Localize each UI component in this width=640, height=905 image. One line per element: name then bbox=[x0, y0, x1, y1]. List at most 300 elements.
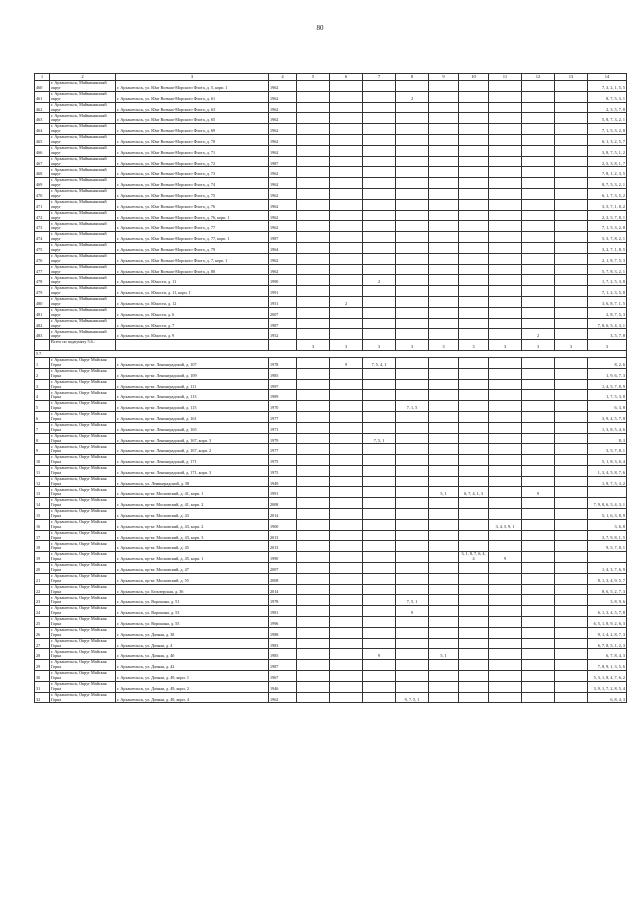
row-district: г. Архангельск, Майманаксный округ bbox=[50, 296, 116, 307]
row-year: 1991 bbox=[269, 487, 297, 498]
row-district: г. Архангельск, Майманаксный округ bbox=[50, 253, 116, 264]
row-col-9 bbox=[429, 91, 459, 102]
table-row bbox=[35, 199, 627, 210]
row-col-13 bbox=[555, 509, 588, 520]
row-col-7 bbox=[363, 638, 396, 649]
row-col-12 bbox=[522, 606, 555, 617]
row-col-14: 8, 3 bbox=[588, 433, 627, 444]
table-row bbox=[35, 357, 627, 368]
row-col-6 bbox=[330, 102, 363, 113]
row-col-8 bbox=[396, 530, 429, 541]
row-col-14: 2, 8, 7, 5, 3 bbox=[588, 307, 627, 318]
row-year: 1962 bbox=[269, 81, 297, 92]
row-col-14: 2, 5, 3, 8, 1, 7 bbox=[588, 156, 627, 167]
row-col-14: 3, 2, 7, 1, 8, 5 bbox=[588, 242, 627, 253]
table-row bbox=[35, 519, 627, 530]
row-address: г. Архангельск, пр-кт. Московский, д. 45 bbox=[116, 541, 269, 552]
row-col-14: 3, 6, 8 bbox=[588, 519, 627, 530]
column-number-row bbox=[35, 74, 627, 81]
row-col-13 bbox=[555, 81, 588, 92]
row-col-8 bbox=[396, 145, 429, 156]
row-col-12 bbox=[522, 91, 555, 102]
row-col-12 bbox=[522, 221, 555, 232]
row-district: г. Архангельск, Майманаксный округ bbox=[50, 232, 116, 243]
row-col-8: 7, 5, 1 bbox=[396, 595, 429, 606]
row-district: г. Архангельск, Майманаксный округ bbox=[50, 167, 116, 178]
table-row bbox=[35, 210, 627, 221]
row-number: 481 bbox=[35, 307, 50, 318]
table-row bbox=[35, 627, 627, 638]
row-number: 24 bbox=[35, 606, 50, 617]
row-col-8 bbox=[396, 242, 429, 253]
row-col-6 bbox=[330, 487, 363, 498]
row-col-7 bbox=[363, 286, 396, 297]
row-address: г. Архангельск, пр-кт. Московский, д. 41, корп. 2 bbox=[116, 498, 269, 509]
row-col-13 bbox=[555, 487, 588, 498]
row-col-7 bbox=[363, 530, 396, 541]
row-number: 483 bbox=[35, 329, 50, 340]
row-col-14: 3, 5, 7, 1, 8, 2 bbox=[588, 199, 627, 210]
row-col-9 bbox=[429, 134, 459, 145]
row-col-10 bbox=[459, 296, 489, 307]
row-address: г. Архангельск, пр-кт. Ленинградский, д. 107 bbox=[116, 357, 269, 368]
row-col-6 bbox=[330, 573, 363, 584]
row-year: 1967 bbox=[269, 671, 297, 682]
table-body-summary bbox=[35, 340, 627, 358]
row-col-8 bbox=[396, 476, 429, 487]
row-year: 1983 bbox=[269, 638, 297, 649]
table-row bbox=[35, 671, 627, 682]
table-row bbox=[35, 401, 627, 412]
row-col-5 bbox=[297, 660, 330, 671]
table-row bbox=[35, 411, 627, 422]
row-col-12 bbox=[522, 275, 555, 286]
row-col-7 bbox=[363, 681, 396, 692]
row-col-13 bbox=[555, 221, 588, 232]
table-row bbox=[35, 541, 627, 552]
row-col-10 bbox=[459, 286, 489, 297]
row-number: 16 bbox=[35, 519, 50, 530]
row-col-14: 6, 1, 3, 2, 5, 7 bbox=[588, 134, 627, 145]
row-col-7 bbox=[363, 573, 396, 584]
row-number: 17 bbox=[35, 530, 50, 541]
row-col-6 bbox=[330, 145, 363, 156]
row-col-10 bbox=[459, 318, 489, 329]
row-col-5 bbox=[297, 379, 330, 390]
table-row bbox=[35, 102, 627, 113]
row-col-5 bbox=[297, 422, 330, 433]
row-address: г. Архангельск, пр-кт. Ленинградский, д. 167, корп. 2 bbox=[116, 444, 269, 455]
row-col-6 bbox=[330, 519, 363, 530]
column-header: 3 bbox=[116, 74, 269, 81]
row-year: 1985 bbox=[269, 368, 297, 379]
row-address: г. Архангельск, пр-кт. Ленинградский, д. 115 bbox=[116, 401, 269, 412]
row-col-5 bbox=[297, 530, 330, 541]
row-col-6 bbox=[330, 264, 363, 275]
row-col-13 bbox=[555, 210, 588, 221]
row-col-10 bbox=[459, 455, 489, 466]
row-col-6: 9 bbox=[330, 357, 363, 368]
row-col-13 bbox=[555, 573, 588, 584]
row-year: 1962 bbox=[269, 199, 297, 210]
row-col-10 bbox=[459, 156, 489, 167]
row-year: 2013 bbox=[269, 530, 297, 541]
row-district: г. Архангельск, Округ Майская Горка bbox=[50, 573, 116, 584]
row-col-5 bbox=[297, 368, 330, 379]
row-address: г. Архангельск, ул. Юности, д. 6 bbox=[116, 307, 269, 318]
row-number: 15 bbox=[35, 509, 50, 520]
row-number: 473 bbox=[35, 221, 50, 232]
row-col-11 bbox=[489, 232, 522, 243]
row-col-13 bbox=[555, 178, 588, 189]
row-col-10 bbox=[459, 649, 489, 660]
row-col-13 bbox=[555, 498, 588, 509]
row-number: 9 bbox=[35, 444, 50, 455]
row-col-8 bbox=[396, 368, 429, 379]
row-col-11 bbox=[489, 188, 522, 199]
row-col-13 bbox=[555, 606, 588, 617]
table-row bbox=[35, 329, 627, 340]
total-row bbox=[35, 340, 627, 351]
row-number: 470 bbox=[35, 188, 50, 199]
row-col-6 bbox=[330, 476, 363, 487]
row-district: г. Архангельск, Округ Майская Горка bbox=[50, 552, 116, 563]
total-value: 3 bbox=[588, 340, 627, 351]
section-label: 5.7. bbox=[35, 350, 627, 357]
row-col-5 bbox=[297, 584, 330, 595]
row-col-5 bbox=[297, 221, 330, 232]
row-col-5 bbox=[297, 455, 330, 466]
row-col-8 bbox=[396, 329, 429, 340]
row-district: г. Архангельск, Округ Майская Горка bbox=[50, 357, 116, 368]
row-col-5 bbox=[297, 617, 330, 628]
row-col-13 bbox=[555, 465, 588, 476]
row-col-8 bbox=[396, 411, 429, 422]
table-row bbox=[35, 465, 627, 476]
row-col-8 bbox=[396, 286, 429, 297]
table-row bbox=[35, 476, 627, 487]
row-col-5 bbox=[297, 275, 330, 286]
row-col-8 bbox=[396, 81, 429, 92]
row-number: 8 bbox=[35, 433, 50, 444]
row-col-14: 7, 8, 9, 1, 3, 5, 6 bbox=[588, 660, 627, 671]
row-year: 1964 bbox=[269, 242, 297, 253]
row-district: г. Архангельск, Округ Майская Горка bbox=[50, 584, 116, 595]
row-col-12 bbox=[522, 307, 555, 318]
row-address: г. Архангельск, ул. Юности, д. 12 bbox=[116, 296, 269, 307]
row-col-7 bbox=[363, 595, 396, 606]
row-col-9 bbox=[429, 552, 459, 563]
row-col-6 bbox=[330, 124, 363, 135]
row-col-14: 3, 8, 7, 5, 1, 2 bbox=[588, 145, 627, 156]
row-col-9 bbox=[429, 232, 459, 243]
row-col-6 bbox=[330, 401, 363, 412]
row-col-8 bbox=[396, 264, 429, 275]
row-year: 1987 bbox=[269, 660, 297, 671]
row-col-7 bbox=[363, 81, 396, 92]
row-col-12 bbox=[522, 465, 555, 476]
table-body-section-5-6 bbox=[35, 81, 627, 340]
row-col-7 bbox=[363, 156, 396, 167]
row-col-8 bbox=[396, 552, 429, 563]
row-address: г. Архангельск, ул. Белозерская, д. 36 bbox=[116, 584, 269, 595]
row-col-8 bbox=[396, 221, 429, 232]
row-number: 30 bbox=[35, 671, 50, 682]
row-district: г. Архангельск, Округ Майская Горка bbox=[50, 617, 116, 628]
row-district: г. Архангельск, Округ Майская Горка bbox=[50, 671, 116, 682]
row-address: г. Архангельск, ул. Юности, д. 11 bbox=[116, 275, 269, 286]
row-col-12 bbox=[522, 199, 555, 210]
table-row bbox=[35, 487, 627, 498]
row-col-14: 1, 9, 7, 5, 3, 2 bbox=[588, 476, 627, 487]
row-col-9 bbox=[429, 81, 459, 92]
row-col-14: 2, 3, 5, 7, 8 bbox=[588, 102, 627, 113]
row-year: 1975 bbox=[269, 465, 297, 476]
row-col-5 bbox=[297, 167, 330, 178]
row-col-14: 1, 3, 4, 5, 8, 7, 6 bbox=[588, 465, 627, 476]
row-col-9 bbox=[429, 563, 459, 574]
row-col-10 bbox=[459, 595, 489, 606]
row-col-11 bbox=[489, 617, 522, 628]
row-col-14: 3, 5, 7, 8, 1 bbox=[588, 444, 627, 455]
row-address: г. Архангельск, ул. Воронина, д. 55 bbox=[116, 617, 269, 628]
row-col-13 bbox=[555, 113, 588, 124]
row-address: г. Архангельск, ул. Юности, д. 7 bbox=[116, 318, 269, 329]
row-col-6 bbox=[330, 627, 363, 638]
row-col-6 bbox=[330, 530, 363, 541]
table-row bbox=[35, 368, 627, 379]
row-col-5 bbox=[297, 156, 330, 167]
row-col-7 bbox=[363, 368, 396, 379]
row-col-11 bbox=[489, 286, 522, 297]
row-col-13 bbox=[555, 671, 588, 682]
row-number: 3 bbox=[35, 379, 50, 390]
table-row bbox=[35, 444, 627, 455]
row-col-6 bbox=[330, 368, 363, 379]
row-col-7 bbox=[363, 329, 396, 340]
row-district: г. Архангельск, Майманаксный округ bbox=[50, 242, 116, 253]
row-col-11 bbox=[489, 145, 522, 156]
row-number: 474 bbox=[35, 232, 50, 243]
row-col-14: 2, 3, 5, 7, 8, 1 bbox=[588, 210, 627, 221]
table-row bbox=[35, 509, 627, 520]
row-district: г. Архангельск, Округ Майская Горка bbox=[50, 411, 116, 422]
row-col-8: 9 bbox=[396, 606, 429, 617]
table-row bbox=[35, 221, 627, 232]
row-col-10 bbox=[459, 411, 489, 422]
row-col-6 bbox=[330, 433, 363, 444]
row-col-6 bbox=[330, 422, 363, 433]
table-row bbox=[35, 81, 627, 92]
row-year: 1962 bbox=[269, 178, 297, 189]
row-address: г. Архангельск, пр-кт. Ленинградский, д. 113 bbox=[116, 390, 269, 401]
row-col-14: 6, 5, 1, 8, 9, 2, 6, 3 bbox=[588, 617, 627, 628]
row-col-6 bbox=[330, 253, 363, 264]
row-col-10 bbox=[459, 627, 489, 638]
row-col-11 bbox=[489, 573, 522, 584]
row-col-6 bbox=[330, 498, 363, 509]
table-row bbox=[35, 563, 627, 574]
row-col-9 bbox=[429, 390, 459, 401]
row-number: 460 bbox=[35, 81, 50, 92]
row-number: 2 bbox=[35, 368, 50, 379]
row-col-14: 6, 1, 3, 4, 5, 7, 8 bbox=[588, 606, 627, 617]
row-col-12 bbox=[522, 519, 555, 530]
row-address: г. Архангельск, ул. Воронина, д. 51 bbox=[116, 595, 269, 606]
row-number: 467 bbox=[35, 156, 50, 167]
row-col-8 bbox=[396, 455, 429, 466]
row-col-13 bbox=[555, 422, 588, 433]
row-number: 26 bbox=[35, 627, 50, 638]
row-number: 21 bbox=[35, 573, 50, 584]
row-col-8 bbox=[396, 167, 429, 178]
row-col-13 bbox=[555, 519, 588, 530]
page-number: 80 bbox=[316, 24, 324, 32]
row-year: 1979 bbox=[269, 433, 297, 444]
row-col-6 bbox=[330, 188, 363, 199]
column-header: 7 bbox=[363, 74, 396, 81]
row-col-13 bbox=[555, 681, 588, 692]
row-col-12 bbox=[522, 573, 555, 584]
row-col-13 bbox=[555, 444, 588, 455]
row-col-6 bbox=[330, 379, 363, 390]
table-row bbox=[35, 433, 627, 444]
row-col-7 bbox=[363, 242, 396, 253]
row-col-9 bbox=[429, 498, 459, 509]
row-address: г. Архангельск, пр-кт. Московский, д. 41, корп. 1 bbox=[116, 487, 269, 498]
row-col-7 bbox=[363, 509, 396, 520]
row-col-6 bbox=[330, 455, 363, 466]
row-address: г. Архангельск, ул. Юнг Военно-Морского Флота, д. 5, корп. 1 bbox=[116, 81, 269, 92]
row-col-11 bbox=[489, 455, 522, 466]
row-district: г. Архангельск, Майманаксный округ bbox=[50, 134, 116, 145]
row-col-14: 1, 4, 5, 7, 8, 9 bbox=[588, 379, 627, 390]
total-value: 3 bbox=[555, 340, 588, 351]
row-year: 1977 bbox=[269, 444, 297, 455]
row-col-11 bbox=[489, 379, 522, 390]
row-year: 1975 bbox=[269, 455, 297, 466]
row-col-7 bbox=[363, 627, 396, 638]
row-number: 466 bbox=[35, 145, 50, 156]
row-number: 20 bbox=[35, 563, 50, 574]
row-col-5 bbox=[297, 232, 330, 243]
row-year: 2007 bbox=[269, 563, 297, 574]
row-district: г. Архангельск, Майманаксный округ bbox=[50, 124, 116, 135]
row-number: 480 bbox=[35, 296, 50, 307]
row-col-11 bbox=[489, 368, 522, 379]
row-number: 476 bbox=[35, 253, 50, 264]
row-district: г. Архангельск, Округ Майская Горка bbox=[50, 563, 116, 574]
row-year: 1990 bbox=[269, 275, 297, 286]
row-col-8 bbox=[396, 649, 429, 660]
row-col-6 bbox=[330, 167, 363, 178]
row-col-10 bbox=[459, 563, 489, 574]
row-district: г. Архангельск, Майманаксный округ bbox=[50, 102, 116, 113]
row-col-10 bbox=[459, 329, 489, 340]
row-col-5 bbox=[297, 552, 330, 563]
row-col-9 bbox=[429, 573, 459, 584]
row-col-10: 6, 7, 4, 1, 3 bbox=[459, 487, 489, 498]
row-number: 4 bbox=[35, 390, 50, 401]
row-col-11 bbox=[489, 91, 522, 102]
row-col-13 bbox=[555, 91, 588, 102]
table-row bbox=[35, 595, 627, 606]
row-col-11 bbox=[489, 199, 522, 210]
column-header: 11 bbox=[489, 74, 522, 81]
row-address: г. Архангельск, ул. Юности, д. 11, корп. 1 bbox=[116, 286, 269, 297]
row-col-7 bbox=[363, 444, 396, 455]
row-col-10 bbox=[459, 573, 489, 584]
row-col-12 bbox=[522, 124, 555, 135]
row-col-6 bbox=[330, 584, 363, 595]
row-address: г. Архангельск, пр-кт. Московский, д. 43 bbox=[116, 509, 269, 520]
total-value: 3 bbox=[330, 340, 363, 351]
row-col-8 bbox=[396, 296, 429, 307]
row-col-5 bbox=[297, 595, 330, 606]
row-col-10 bbox=[459, 368, 489, 379]
row-year: 1962 bbox=[269, 221, 297, 232]
row-col-8 bbox=[396, 113, 429, 124]
row-col-10 bbox=[459, 221, 489, 232]
row-col-10 bbox=[459, 390, 489, 401]
row-year: 1988 bbox=[269, 627, 297, 638]
row-address: г. Архангельск, ул. Юнг Военно-Морского Флота, д. 7, корп. 1 bbox=[116, 253, 269, 264]
row-col-11 bbox=[489, 681, 522, 692]
row-col-13 bbox=[555, 275, 588, 286]
row-col-8 bbox=[396, 465, 429, 476]
row-col-8 bbox=[396, 124, 429, 135]
row-number: 10 bbox=[35, 455, 50, 466]
row-col-8 bbox=[396, 573, 429, 584]
row-col-9 bbox=[429, 145, 459, 156]
column-header: 12 bbox=[522, 74, 555, 81]
row-col-14: 3, 9, 4, 5, 7, 8 bbox=[588, 411, 627, 422]
row-district: г. Архангельск, Майманаксный округ bbox=[50, 329, 116, 340]
row-col-9 bbox=[429, 530, 459, 541]
row-year: 1951 bbox=[269, 296, 297, 307]
row-address: г. Архангельск, пр-кт. Ленинградский, д. 167, корп. 3 bbox=[116, 433, 269, 444]
row-col-12 bbox=[522, 232, 555, 243]
row-col-10 bbox=[459, 422, 489, 433]
row-number: 462 bbox=[35, 102, 50, 113]
row-district: г. Архангельск, Округ Майская Горка bbox=[50, 681, 116, 692]
row-address: г. Архангельск, ул. Юнг Военно-Морского Флота, д. 71 bbox=[116, 145, 269, 156]
row-col-7 bbox=[363, 296, 396, 307]
row-col-5 bbox=[297, 264, 330, 275]
row-col-12 bbox=[522, 264, 555, 275]
row-col-11 bbox=[489, 296, 522, 307]
row-col-11 bbox=[489, 357, 522, 368]
row-col-8: 2 bbox=[396, 91, 429, 102]
row-col-10 bbox=[459, 102, 489, 113]
row-address: г. Архангельск, ул. Юнг Военно-Морского Флота, д. 63 bbox=[116, 102, 269, 113]
row-col-5 bbox=[297, 145, 330, 156]
row-col-12 bbox=[522, 286, 555, 297]
row-col-5 bbox=[297, 606, 330, 617]
row-col-5 bbox=[297, 563, 330, 574]
row-address: г. Архангельск, ул. Юнг Военно-Морского Флота, д. 77, корп. 1 bbox=[116, 232, 269, 243]
row-year: 1962 bbox=[269, 264, 297, 275]
row-col-10 bbox=[459, 357, 489, 368]
row-year: 1970 bbox=[269, 401, 297, 412]
row-col-8 bbox=[396, 210, 429, 221]
row-col-5 bbox=[297, 134, 330, 145]
row-col-10 bbox=[459, 660, 489, 671]
row-col-6 bbox=[330, 156, 363, 167]
row-address: г. Архангельск, пр-кт. Ленинградский, д. 161 bbox=[116, 411, 269, 422]
row-col-12 bbox=[522, 509, 555, 520]
row-col-10 bbox=[459, 433, 489, 444]
